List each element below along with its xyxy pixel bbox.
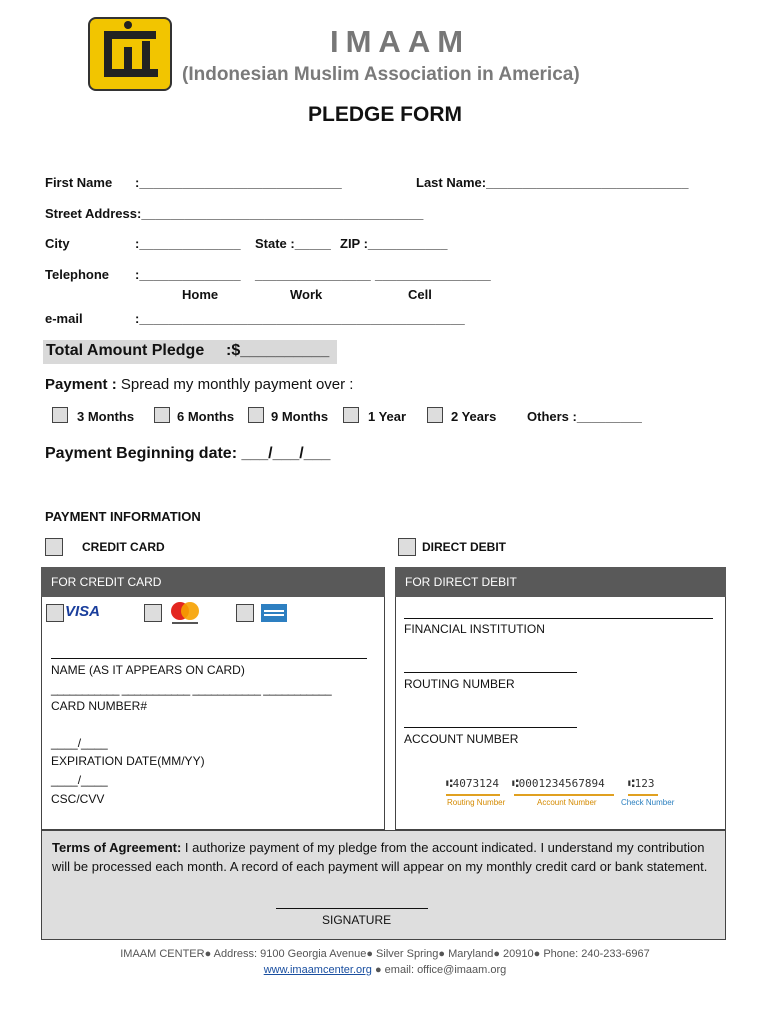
payment-info-title: PAYMENT INFORMATION [45, 509, 201, 524]
option-3-months: 3 Months [77, 409, 135, 424]
account-number-line[interactable] [404, 727, 577, 728]
credit-card-label: CREDIT CARD [82, 540, 165, 554]
card-name-line[interactable] [51, 658, 367, 659]
financial-institution-label: FINANCIAL INSTITUTION [404, 622, 545, 636]
checkbox-1-year[interactable] [343, 407, 359, 423]
email-label: e-mail [45, 311, 83, 326]
website-link[interactable]: www.imaamcenter.org [263, 964, 372, 976]
check-account: ⑆0001234567894 [512, 777, 605, 790]
phone-home-field[interactable]: :______________ [135, 267, 241, 282]
card-number-field[interactable]: ___________ ___________ ___________ ___________ [51, 682, 332, 696]
payment-label: Payment : [45, 376, 117, 393]
account-bracket [514, 794, 614, 796]
checkbox-9-months[interactable] [248, 407, 264, 423]
pledge-label: Total Amount Pledge [46, 342, 205, 359]
account-caption: Account Number [537, 798, 597, 807]
state-field[interactable]: State :_____ [255, 236, 331, 251]
signature-label: SIGNATURE [322, 913, 392, 927]
check-routing: ⑆4073124 [446, 777, 499, 790]
signature-line[interactable] [276, 908, 428, 909]
mastercard-icon [168, 600, 202, 626]
org-name: IMAAM [330, 24, 471, 59]
csc-field[interactable]: ____/____ [51, 773, 108, 787]
payment-begin-date-field[interactable]: Payment Beginning date: ___/___/___ [45, 445, 331, 462]
option-6-months: 6 Months [177, 409, 235, 424]
work-label: Work [290, 287, 323, 302]
city-label: City [45, 236, 70, 251]
street-address-field[interactable]: Street Address:_______________________________________ [45, 206, 424, 221]
imaam-logo [88, 17, 172, 91]
telephone-label: Telephone [45, 267, 110, 282]
routing-number-label: ROUTING NUMBER [404, 677, 515, 691]
routing-caption: Routing Number [447, 798, 506, 807]
home-label: Home [182, 287, 219, 302]
phone-work-field[interactable]: ________________ [255, 267, 371, 282]
footer-address: IMAAM CENTER● Address: 9100 Georgia Avenue● Silver Spring● Maryland● 20910● Phone: 240-233-6967 [120, 948, 650, 960]
zip-field[interactable]: ZIP :___________ [340, 236, 448, 251]
credit-card-header: FOR CREDIT CARD [41, 567, 385, 597]
page-title: PLEDGE FORM [307, 103, 462, 126]
routing-number-line[interactable] [404, 672, 577, 673]
checkbox-visa[interactable] [46, 604, 64, 622]
others-field[interactable]: Others :_________ [527, 409, 642, 424]
cell-label: Cell [408, 287, 432, 302]
terms-heading: Terms of Agreement: [52, 840, 182, 855]
email-field[interactable]: :_____________________________________________ [135, 311, 465, 326]
expiration-field[interactable]: ____/____ [51, 736, 108, 750]
footer-email: ● email: office@imaam.org [374, 964, 507, 976]
direct-debit-header: FOR DIRECT DEBIT [395, 567, 726, 597]
first-name-field[interactable]: :____________________________ [135, 175, 342, 190]
org-full-name: (Indonesian Muslim Association in America) [182, 64, 580, 85]
phone-cell-field[interactable]: ________________ [375, 267, 491, 282]
option-2-years: 2 Years [451, 409, 497, 424]
routing-bracket [446, 794, 500, 796]
checkbox-credit-card[interactable] [45, 538, 63, 556]
check-bracket [628, 794, 658, 796]
terms-text: I authorize payment of my pledge from the account indicated. I understand my contribution will be processed each month. A record of each payment will appear on my monthly credit card or bank statement. [52, 840, 708, 874]
option-9-months: 9 Months [271, 409, 329, 424]
financial-institution-line[interactable] [404, 618, 713, 619]
footer-contact [0, 964, 770, 976]
check-number: ⑆123 [628, 777, 655, 790]
first-name-label: First Name [45, 175, 113, 190]
direct-debit-label: DIRECT DEBIT [422, 540, 506, 554]
checkbox-3-months[interactable] [52, 407, 68, 423]
checkbox-amex[interactable] [236, 604, 254, 622]
account-number-label: ACCOUNT NUMBER [404, 732, 519, 746]
payment-row [45, 376, 353, 393]
checkbox-2-years[interactable] [427, 407, 443, 423]
expiration-label: EXPIRATION DATE(MM/YY) [51, 754, 205, 768]
visa-logo: VISA [65, 603, 101, 620]
checkbox-6-months[interactable] [154, 407, 170, 423]
payment-text: Spread my monthly payment over : [120, 376, 354, 393]
checkbox-mastercard[interactable] [144, 604, 162, 622]
check-caption: Check Number [621, 798, 675, 807]
csc-label: CSC/CVV [51, 792, 105, 806]
card-name-label: NAME (AS IT APPEARS ON CARD) [51, 663, 245, 677]
option-1-year: 1 Year [368, 409, 407, 424]
amex-icon [261, 604, 287, 622]
card-number-label: CARD NUMBER# [51, 699, 148, 713]
city-field[interactable]: :______________ [135, 236, 241, 251]
pledge-amount-field[interactable]: :$__________ [226, 342, 330, 359]
checkbox-direct-debit[interactable] [398, 538, 416, 556]
last-name-field[interactable]: Last Name:____________________________ [416, 175, 689, 190]
